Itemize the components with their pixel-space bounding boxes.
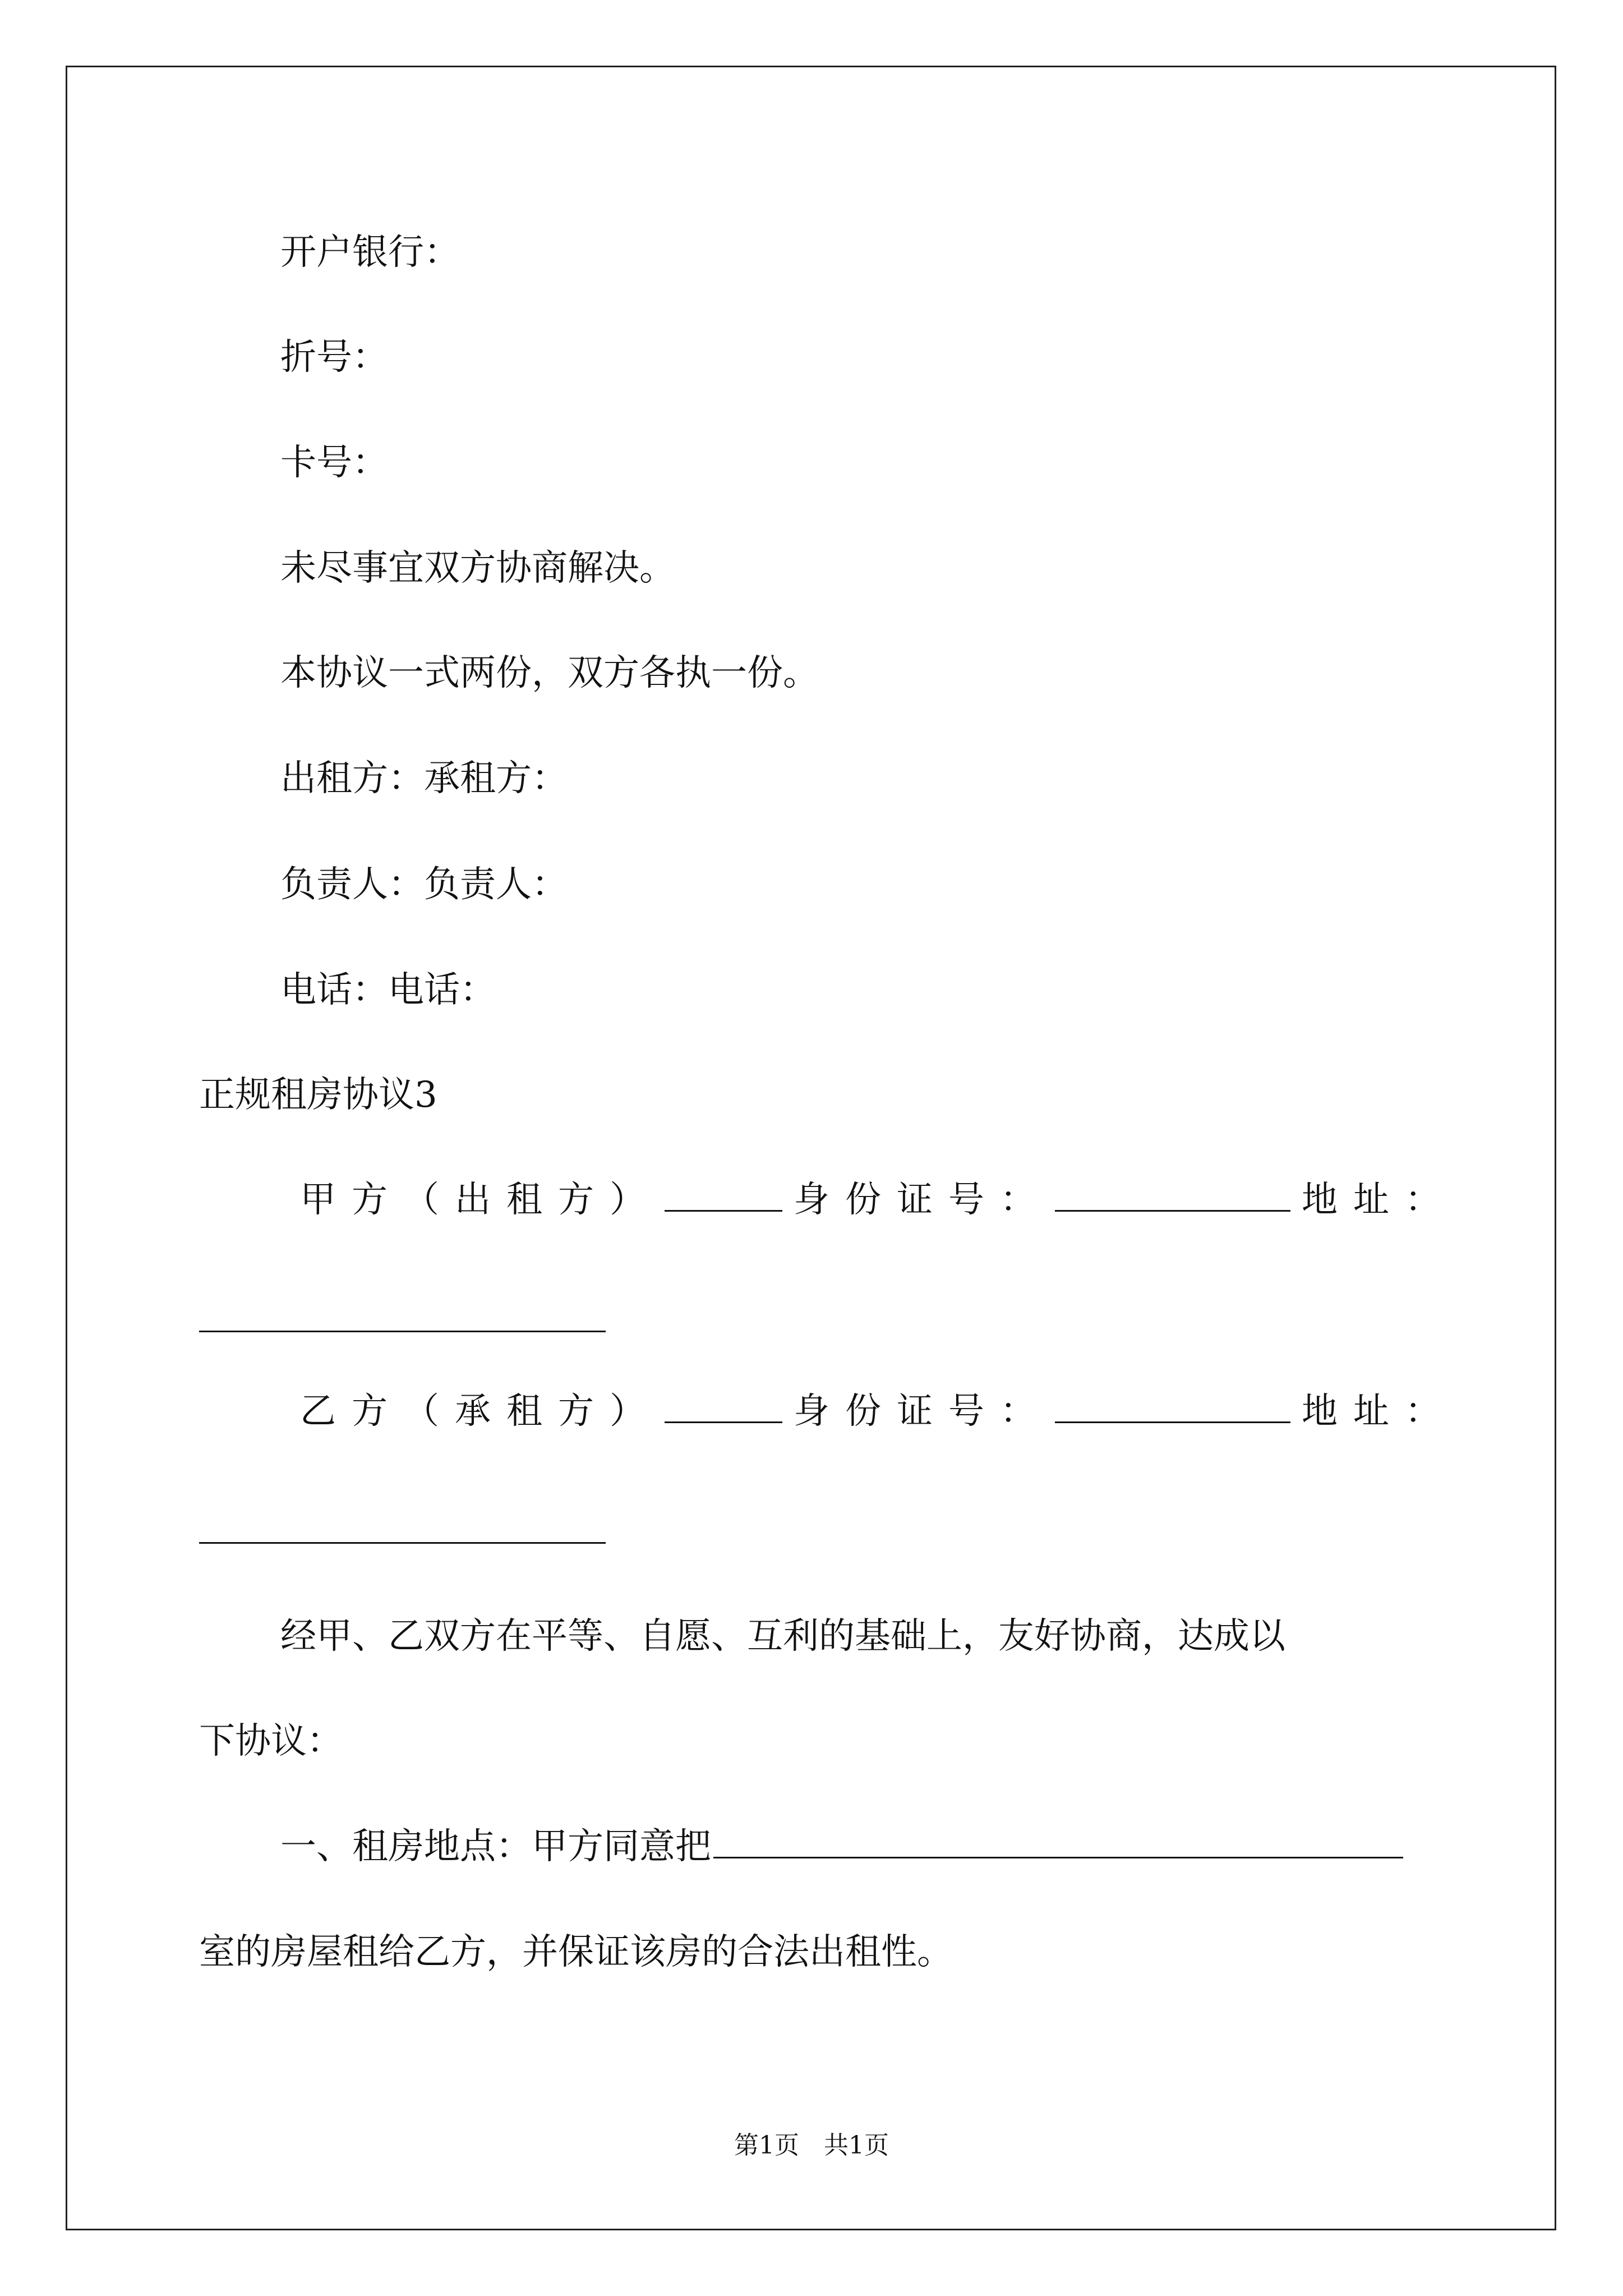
bank-line: 开户银行： — [280, 232, 460, 273]
card-line: 卡号： — [280, 442, 388, 484]
party-a-id-blank — [1055, 1205, 1290, 1212]
party-a-address-label: 地址： — [1302, 1179, 1456, 1221]
party-b-address-label: 地址： — [1302, 1391, 1456, 1432]
party-b-row — [300, 1391, 1456, 1432]
clause-1-continuation: 室的房屋租给乙方，并保证该房的合法出租性。 — [199, 1931, 953, 1973]
party-b-label: 乙方（承租方） — [300, 1391, 661, 1432]
responsible-line: 负责人：负责人： — [280, 864, 568, 905]
clause-1-row — [280, 1826, 1407, 1867]
phone-line: 电话：电话： — [280, 969, 496, 1011]
party-b-name-blank — [665, 1417, 782, 1423]
section-title: 正规租房协议3 — [199, 1074, 437, 1116]
passbook-line: 折号： — [280, 337, 388, 378]
agreement-intro-line-1: 经甲、乙双方在平等、自愿、互利的基础上，友好协商，达成以 — [280, 1616, 1285, 1657]
party-a-address-blank — [199, 1331, 606, 1332]
clause-1-text: 一、租房地点：甲方同意把 — [280, 1826, 711, 1867]
agreement-intro-line-2: 下协议： — [199, 1720, 343, 1762]
party-b-id-blank — [1055, 1417, 1290, 1423]
party-a-label: 甲方（出租方） — [300, 1179, 661, 1221]
party-a-row — [300, 1179, 1456, 1221]
party-a-id-label: 身份证号： — [794, 1179, 1052, 1221]
clause-1-location-blank — [713, 1852, 1403, 1858]
page-footer: 第1页 共1页 — [734, 2131, 889, 2160]
unresolved-line: 未尽事宜双方协商解决。 — [280, 547, 675, 589]
party-b-address-blank — [199, 1542, 606, 1544]
page-border — [66, 66, 1556, 2230]
parties-line: 出租方：承租方： — [280, 758, 568, 799]
party-a-name-blank — [665, 1205, 782, 1212]
party-b-id-label: 身份证号： — [794, 1391, 1052, 1432]
copies-line: 本协议一式两份，双方各执一份。 — [280, 652, 819, 694]
